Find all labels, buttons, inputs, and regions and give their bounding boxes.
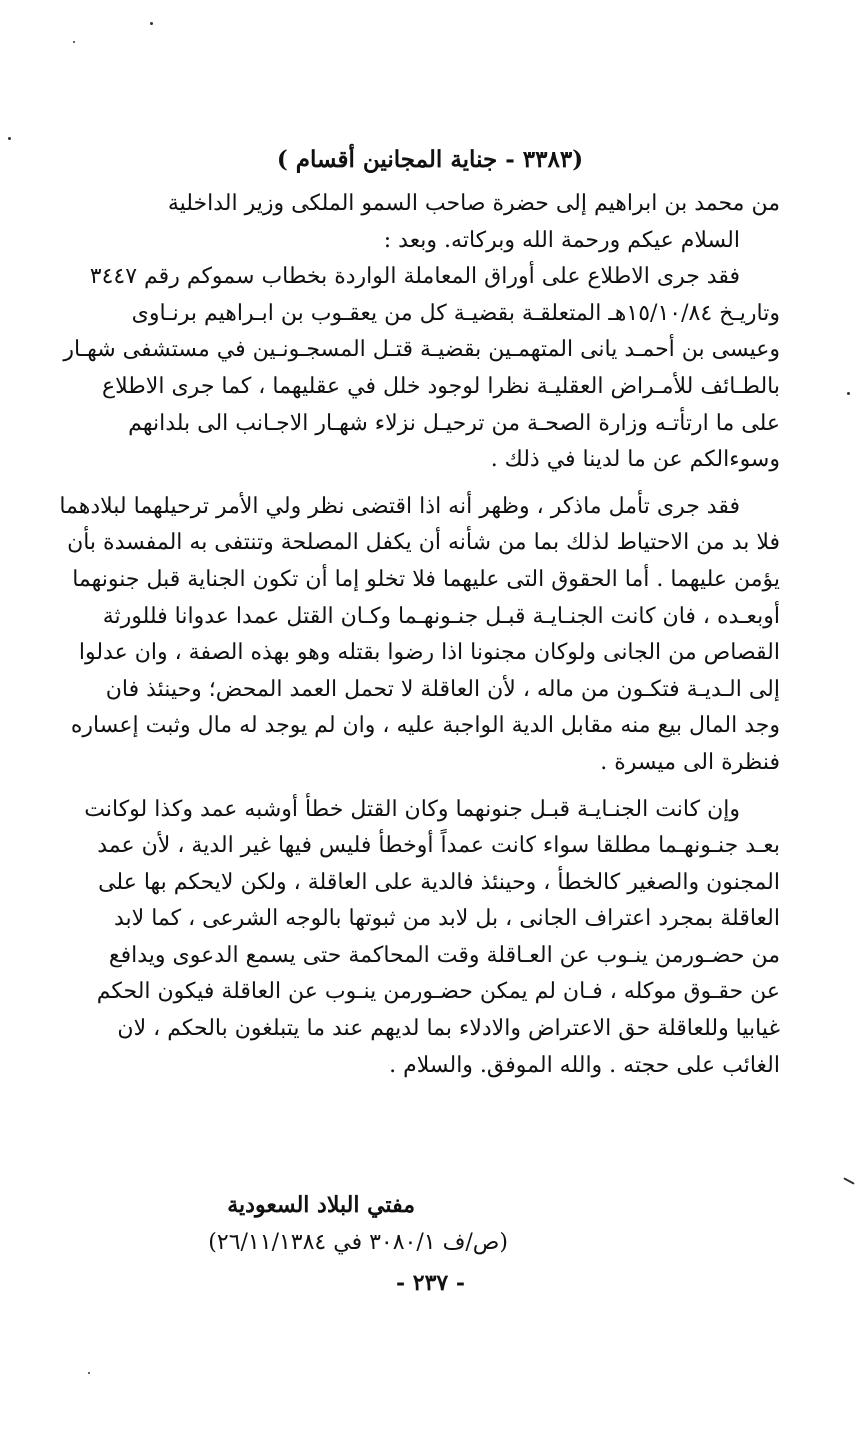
signature-title: مفتي البلاد السعودية (227, 1192, 415, 1218)
text-line: العاقلة بمجرد اعتراف الجانى ، بل لابد من ثبوتها بالوجه الشرعى ، كما لابد (113, 906, 780, 932)
scan-speck (8, 137, 11, 140)
text-line: غيابيا وللعاقلة حق الاعتراض والادلاء بما لديهم عند ما يتبلغون بالحكم ، لان (117, 1016, 780, 1042)
text-line: عن حقـوق موكله ، فـان لم يمكن حضـورمن ينـوب عن العاقلة فيكون الحكم (96, 979, 780, 1005)
text-line: وعيسى بن أحمـد يانى المتهمـين بقضيـة قتـل المسجـونـين في مستشفى شهـار (63, 337, 780, 363)
text-line: من حضـورمن ينـوب عن العـاقلة وقت المحاكمة حتى يسمع الدعوى ويدافع (108, 942, 780, 968)
text-line: فلا بد من الاحتياط لذلك بما من شأنه أن يكفل المصلحة وتنتفى به المفسدة بأن (67, 530, 780, 556)
paragraph-gap (132, 479, 780, 489)
text-line: السلام عيكم ورحمة الله وبركاته. وبعد : (383, 227, 740, 253)
text-line: على ما ارتأتـه وزارة الصحـة من ترحيـل نزلاء شهـار الاجـانب الى بلدانهم (128, 410, 780, 436)
scan-speck (843, 1177, 855, 1184)
text-line: فقد جرى تأمل ماذكر ، وظهر أنه اذا اقتضى نظر ولي الأمر ترحيلهما لبلادهما (59, 493, 740, 519)
text-line: القصاص من الجانى ولوكان مجنونا اذا رضوا بقتله وهو بهذه الصفة ، وان عدلوا (78, 640, 780, 666)
text-line: فقد جرى الاطلاع على أوراق المعاملة الواردة بخطاب سموكم رقم ٣٤٤٧ (89, 264, 740, 290)
document-body (59, 186, 780, 1084)
fatwa-title: (٣٣٨٣ - جناية المجانين أقسام ) (276, 146, 584, 173)
text-line: وتاريـخ ١٥/١٠/٨٤هـ المتعلقـة بقضيـة كل من يعقـوب بن ابـراهيم برنـاوى (131, 300, 780, 326)
text-line: فنظرة الى ميسرة . (600, 749, 780, 775)
text-line: يؤمن عليهما . أما الحقوق التى عليهما فلا تخلو إما أن تكون الجناية قبل جنونهما (72, 566, 780, 592)
text-line: أوبعـده ، فان كانت الجنـايـة قبـل جنـونهـما وكـان القتل عمدا عدوانا فللورثة (102, 603, 780, 629)
page-number: - ٢٣٧ - (395, 1270, 466, 1296)
text-line: بعـد جنـونهـما مطلقا سواء كانت عمداً أوخطأ فليس فيها غير الدية ، لأن عمد (97, 833, 780, 859)
scan-speck (88, 1372, 90, 1374)
text-line: من محمد بن ابراهيم إلى حضرة صاحب السمو الملكى وزير الداخلية (167, 191, 780, 216)
text-line: إلى الـديـة فتكـون من ماله ، لأن العاقلة لا تحمل العمد المحض؛ وحينئذ فان (105, 676, 780, 702)
text-line: وجد المال بيع منه مقابل الدية الواجبة عليه ، وان لم يوجد له مال وثبت إعساره (70, 713, 780, 739)
text-line: وإن كانت الجنـايـة قبـل جنونهما وكان القتل خطأ أوشبه عمد وكذا لوكانت (84, 796, 740, 822)
text-line: بالطـائف للأمـراض العقليـة نظرا لوجود خلل في عقليهما ، كما جرى الاطلاع (102, 373, 780, 399)
text-line: الغائب على حجته . والله الموفق. والسلام . (389, 1052, 780, 1078)
scan-speck (73, 41, 75, 43)
paragraph-gap (132, 782, 780, 792)
reference-number: (ص/ف ٣٠٨٠/١ في ٢٦/١١/١٣٨٤) (208, 1230, 508, 1255)
text-line: وسوءالكم عن ما لدينا في ذلك . (490, 447, 780, 473)
scan-speck (847, 392, 850, 395)
text-line: المجنون والصغير كالخطأ ، وحينئذ فالدية على العاقلة ، ولكن لايحكم بها على (98, 869, 780, 895)
scan-speck (150, 22, 153, 25)
